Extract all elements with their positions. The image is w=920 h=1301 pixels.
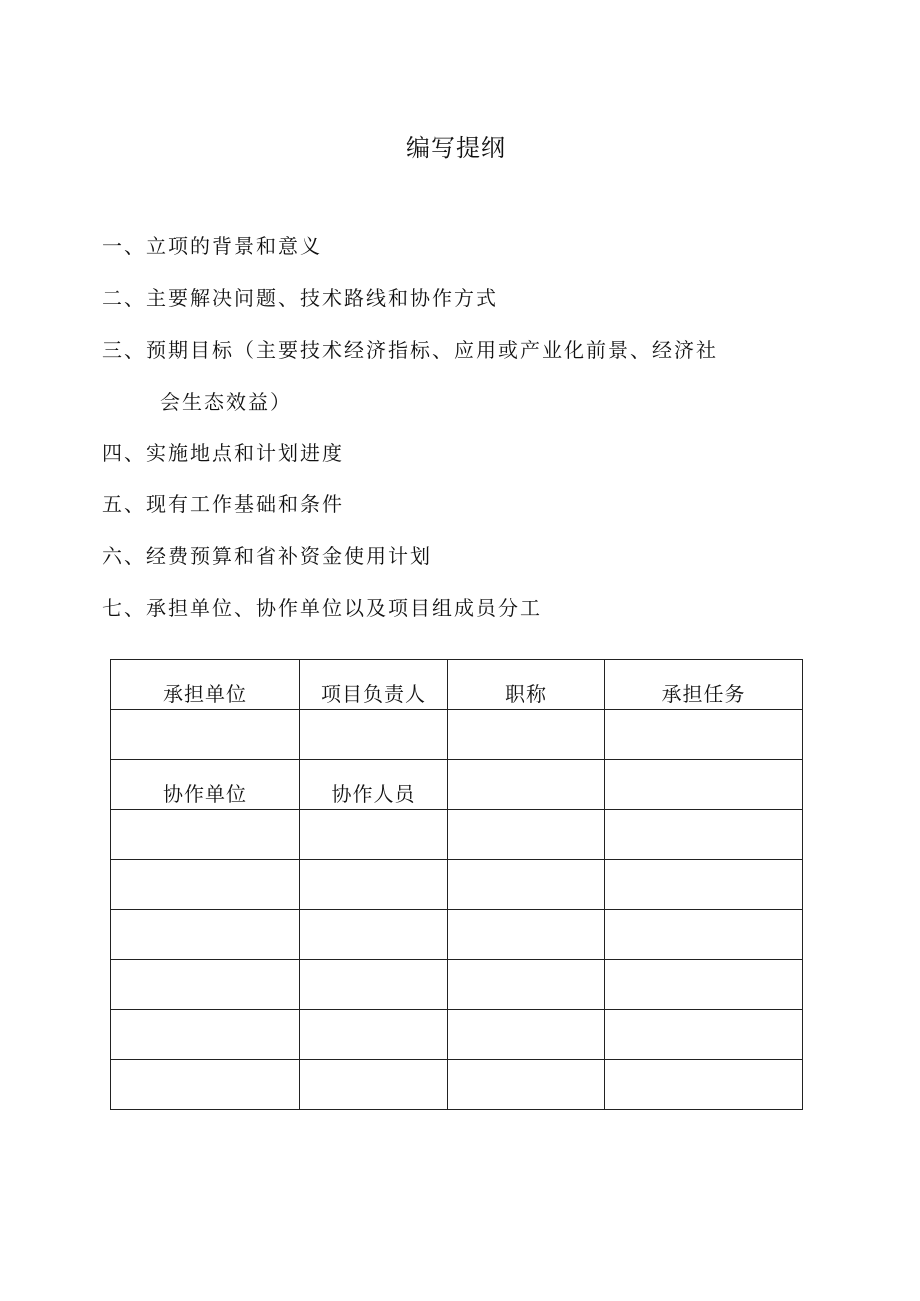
- header-project-leader: 项目负责人: [321, 682, 426, 706]
- table-cell: [111, 660, 300, 710]
- table-row: [111, 860, 803, 910]
- table-cell: [111, 860, 300, 910]
- header-title: 职称: [505, 682, 547, 706]
- header-collaborators: 协作人员: [331, 782, 416, 806]
- table-row: [111, 810, 803, 860]
- table-cell: [448, 660, 605, 710]
- table-collab-header-row: [111, 760, 803, 810]
- table-row: [111, 1060, 803, 1110]
- table-cell: [300, 910, 448, 960]
- table-row: [111, 710, 803, 760]
- table-cell: [448, 910, 605, 960]
- outline-item-3: 三、预期目标（主要技术经济指标、应用或产业化前景、经济社: [102, 338, 718, 362]
- table-cell: [111, 710, 300, 760]
- table-cell: [111, 1060, 300, 1110]
- table-cell: [605, 910, 803, 960]
- table-cell: [448, 1060, 605, 1110]
- outline-item-3-continued: 会生态效益）: [160, 390, 292, 414]
- outline-item-2: 二、主要解决问题、技术路线和协作方式: [102, 286, 498, 310]
- table-cell: [605, 860, 803, 910]
- table-cell: [448, 860, 605, 910]
- table-cell: [111, 760, 300, 810]
- table-row: [111, 960, 803, 1010]
- table-cell: [605, 1010, 803, 1060]
- header-collaborating-unit: 协作单位: [163, 782, 247, 806]
- table-cell: [605, 710, 803, 760]
- table-cell: [300, 960, 448, 1010]
- table-cell: [605, 960, 803, 1010]
- outline-item-5: 五、现有工作基础和条件: [102, 492, 344, 516]
- table-cell: [300, 1060, 448, 1110]
- table-cell: [605, 760, 803, 810]
- table-cell: [448, 760, 605, 810]
- staff-table: [110, 659, 803, 1110]
- table-cell: [448, 1010, 605, 1060]
- table-cell: [300, 760, 448, 810]
- table-cell: [605, 1060, 803, 1110]
- table-cell: [111, 810, 300, 860]
- table-row: [111, 1010, 803, 1060]
- table-row: [111, 910, 803, 960]
- table-cell: [111, 960, 300, 1010]
- table-cell: [448, 710, 605, 760]
- table-cell: [448, 810, 605, 860]
- table-cell: [111, 910, 300, 960]
- outline-item-6: 六、经费预算和省补资金使用计划: [102, 544, 432, 568]
- table-cell: [448, 960, 605, 1010]
- header-assigned-task: 承担任务: [661, 682, 746, 706]
- table-cell: [300, 810, 448, 860]
- outline-item-1: 一、立项的背景和意义: [102, 234, 322, 258]
- table-cell: [300, 1010, 448, 1060]
- table-cell: [111, 1010, 300, 1060]
- page-title: 编写提纲: [406, 134, 506, 162]
- outline-item-7: 七、承担单位、协作单位以及项目组成员分工: [102, 596, 542, 620]
- outline-item-4: 四、实施地点和计划进度: [102, 441, 344, 465]
- header-undertaking-unit: 承担单位: [163, 682, 247, 706]
- table-cell: [605, 810, 803, 860]
- table-cell: [605, 660, 803, 710]
- table-header-row: [111, 660, 803, 710]
- table-cell: [300, 660, 448, 710]
- table-cell: [300, 860, 448, 910]
- table-cell: [300, 710, 448, 760]
